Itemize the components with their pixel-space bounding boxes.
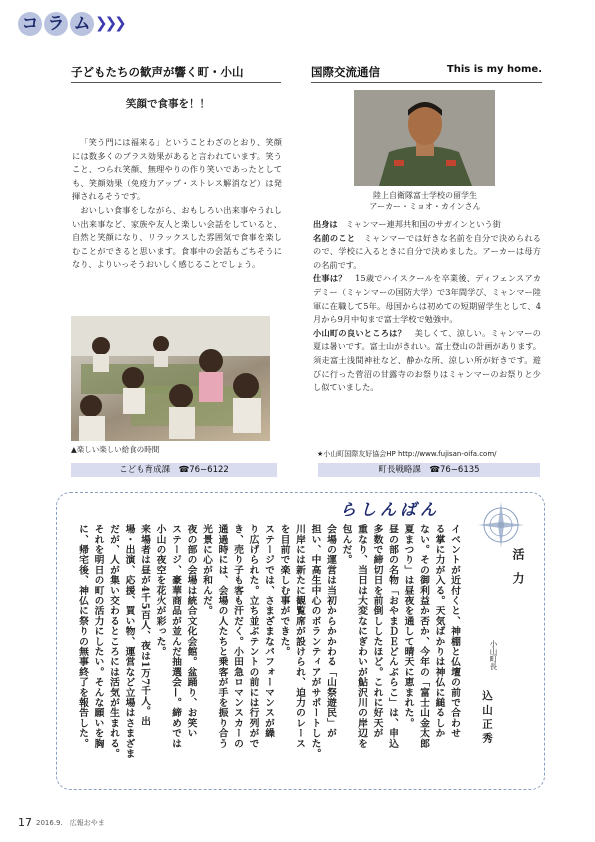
column-line: 通過時には、会場の人たちと乗客が手を振り合う bbox=[216, 524, 228, 749]
column-line: 川岸には新たに観覧席が設けられ、迫力のレース bbox=[294, 524, 305, 749]
column-author-role: 小山町長 bbox=[489, 640, 498, 670]
qa-question: 出身は bbox=[313, 219, 338, 229]
right-title-en: This is my home. bbox=[446, 64, 542, 75]
left-body bbox=[72, 136, 282, 272]
header-char-ko: コ bbox=[18, 12, 42, 36]
student-portrait-illustration bbox=[354, 90, 495, 186]
column-line: 昼の部の名物「おやまＤＥどんぶらこ」は、申込 bbox=[387, 524, 398, 749]
page-number: 17 bbox=[18, 816, 32, 829]
qa-question: 小山町の良いところは？ bbox=[313, 327, 407, 338]
right-contact: 町長戦略課 ☎76−6135 bbox=[318, 463, 540, 477]
column-line: 夜の部の会場は統合文化会館。盆踊り、お笑い bbox=[185, 524, 197, 739]
rashinban-logo: らしんばん bbox=[340, 500, 441, 519]
qa-question: 仕事は？ bbox=[313, 273, 347, 284]
right-section-title bbox=[311, 64, 542, 83]
qa-answer: 美しくて、涼しい。ミャンマーの夏は暑いです。富士山がきれい。富士登山の計画があります。須走富士浅間神社など、静かな所、涼しい所が好きです。遊びに行った菅沼の甘露寺のお祭りはミャンマーのお祭りと少し似ていました。 bbox=[313, 327, 541, 393]
column-line: 多数で締切日を前倒ししたほど。これに好天が bbox=[371, 524, 383, 739]
column-line: に、帰宅後、神仏に祭りの無事終了を報告した。 bbox=[77, 524, 88, 749]
right-photo-caption bbox=[354, 190, 496, 212]
qa-answer: ミャンマーでは好きな名前を自分で決められるので、学校に入るときに自分で決めました。アーカーは母方の名前です。 bbox=[313, 232, 541, 270]
column-line: 包んだ。 bbox=[340, 524, 352, 565]
column-author-name: 込 山 正 秀 bbox=[481, 690, 493, 743]
issue-label: 2016.9. 広報おやま bbox=[36, 819, 105, 827]
column-line: 重なり、当日は大変なにぎわいが鮎沢川の岸辺を bbox=[356, 524, 367, 749]
column-line: イベントが近付くと、神棚と仏壇の前で合わせ bbox=[449, 524, 460, 739]
source-link[interactable]: ★小山町国際友好協会HP http://www.fujisan-oifa.com/ bbox=[317, 450, 497, 458]
column-line: 光景に心が和んだ。 bbox=[201, 524, 212, 616]
column-line: ない。その御利益か否か、今年の「富士山金太郎 bbox=[418, 524, 429, 749]
left-paragraph-2: おいしい食事をしながら、おもしろい出来事やうれしい出来事など、家族や友人と楽しい会話をしていると、自然と笑顔になり、リラックスした雰囲気で食事を楽しむことができると思います。食事中の会話もごちそうになり、よりいっそうおいしく感じることでしょう。 bbox=[72, 204, 282, 270]
column-line: それを明日の町の活力にしたい。そんな願いを胸 bbox=[92, 524, 104, 749]
school-lunch-photo bbox=[71, 316, 270, 441]
column-body bbox=[74, 524, 462, 778]
header-arrows-icon: ❯❯❯ bbox=[95, 14, 124, 32]
right-photo-caption-line1: 陸上自衛隊富士学校の留学生 bbox=[373, 191, 477, 200]
column-line: ステージでは、さまざまなパフォーマンスが繰 bbox=[263, 524, 274, 739]
column-line: 場・出演、応援、買い物、運営など立場はさまざま bbox=[123, 524, 135, 759]
qa-question: 名前のこと bbox=[313, 232, 356, 243]
column-line: 会場の運営は当初からかかわる「山祭遊民」が bbox=[325, 524, 336, 739]
right-photo-caption-line2: アーカー・ミョオ・カインさん bbox=[369, 202, 481, 211]
left-section-title: 子どもたちの歓声が響く町・小山 bbox=[71, 64, 281, 83]
right-qa bbox=[313, 218, 541, 395]
right-title: 国際交流通信 bbox=[311, 65, 380, 79]
qa-item bbox=[313, 272, 541, 326]
qa-item bbox=[313, 327, 541, 395]
column-line: 小山の夜空を花火が彩った。 bbox=[154, 524, 166, 657]
student-portrait-photo bbox=[354, 90, 495, 186]
qa-answer: 15歳でハイスクールを卒業後、ディフェンスアカデミー（ミャンマーの国防大学）で3年間学び、ミャンマー陸軍に在職して5年。母国からは初めての短期留学生として、4月から9月中旬まで富士学校で勉強中。 bbox=[313, 273, 541, 325]
column-line: を目前で楽しむ事ができた。 bbox=[278, 524, 290, 657]
compass-icon bbox=[476, 500, 526, 554]
header-char-mu: ム bbox=[70, 12, 94, 36]
column-line: き、売り子も客も汗だく。小田急ロマンスカーの bbox=[232, 524, 243, 749]
left-contact: こども育成課 ☎76−6122 bbox=[71, 463, 277, 477]
column-line: 夏まつり」は昼夜を通して晴天に恵まれた。 bbox=[402, 524, 414, 728]
column-line: る掌に力が入る。天気ばかりは神仏に縋るしか bbox=[433, 524, 445, 739]
column-line: り広げられた。立ち並ぶテントの前には行列がで bbox=[247, 524, 259, 749]
left-photo-caption: ▲楽しい楽しい給食の時間 bbox=[71, 445, 160, 454]
column-line: ステージ、豪華商品が並んだ抽選会—。締めでは bbox=[170, 524, 181, 749]
left-paragraph-1: 「笑う門には福来る」ということわざのとおり、笑顔には数多くのプラス効果があると言われています。笑うこと、つられ笑顔、無理やりの作り笑いであったとしても、笑顔効果（免疫力アップ・ストレス解消など）は発揮されるそうです。 bbox=[72, 137, 282, 202]
qa-item bbox=[313, 232, 541, 273]
left-subtitle: 笑顔で食事を！！ bbox=[126, 98, 210, 110]
qa-answer: ミャンマー連邦共和国のサガインという街 bbox=[345, 219, 501, 229]
qa-item bbox=[313, 218, 541, 232]
column-line: だが、人が集い交わるところには活気が生まれる。 bbox=[108, 524, 119, 759]
header-char-ra: ラ bbox=[44, 12, 68, 36]
column-line: 来場者は昼が4千5百人、夜は1万7千人。出 bbox=[139, 524, 150, 727]
school-lunch-illustration bbox=[71, 316, 270, 441]
column-title: 活 力 bbox=[511, 548, 525, 584]
column-line: 担い、中高生中心のボランティアがサポートした。 bbox=[309, 524, 321, 759]
